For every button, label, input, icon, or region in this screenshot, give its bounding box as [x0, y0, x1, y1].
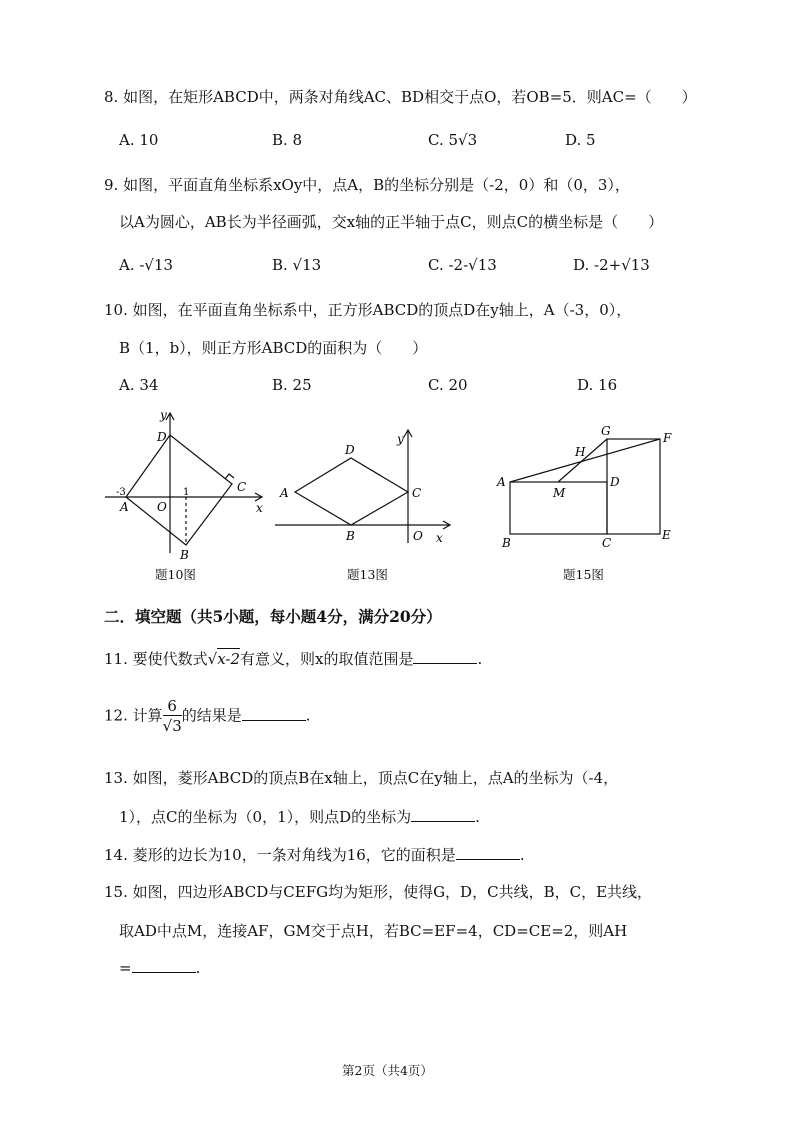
q12-end: .	[305, 706, 311, 725]
q9-line1: 9. 如图，平面直角坐标系xOy中，点A，B的坐标分别是（-2，0）和（0，3），	[104, 176, 630, 194]
q9-option-b: B. √13	[272, 256, 322, 274]
q11-prefix: 11. 要使代数式	[104, 650, 208, 668]
q14	[104, 844, 525, 865]
q11-end: .	[477, 650, 483, 668]
fig15-label-g: G	[601, 424, 611, 438]
fig15-label-a: A	[497, 475, 506, 489]
fig10-label-d: D	[157, 430, 167, 444]
fig10-square	[126, 435, 232, 545]
q12	[104, 697, 311, 736]
q15-answer-blank[interactable]	[132, 958, 196, 973]
fig13-label-d: D	[345, 443, 355, 457]
fig13-caption: 题13图	[347, 567, 388, 582]
q12-denominator-wrap: √3	[162, 717, 182, 735]
fig15-caption: 题15图	[563, 567, 604, 582]
q12-suffix: 的结果是	[181, 706, 242, 725]
fig10-label-a: A	[120, 500, 129, 514]
fig13-label-o: O	[413, 529, 423, 543]
fig10-label-x: x	[256, 501, 263, 515]
fig15-label-c: C	[602, 536, 612, 550]
fig15-label-h: H	[575, 445, 586, 459]
q8-option-a: A. 10	[119, 131, 159, 149]
q13-line2	[119, 806, 480, 827]
fig13-label-x: x	[436, 531, 443, 545]
q11-answer-blank[interactable]	[413, 649, 477, 664]
q10-line1: 10. 如图，在平面直角坐标系中，正方形ABCD的顶点D在y轴上，A（-3，0），	[104, 301, 632, 319]
q10-option-c: C. 20	[428, 376, 468, 394]
q13-line1: 13. 如图，菱形ABCD的顶点B在x轴上，顶点C在y轴上，点A的坐标为（-4，	[104, 769, 619, 787]
q15-line3	[119, 958, 200, 977]
fig15-label-b: B	[502, 536, 511, 550]
q11-radicand: x-2	[217, 650, 240, 668]
q15-line2: 取AD中点M，连接AF，GM交于点H，若BC=EF=4，CD=CE=2，则AH	[119, 922, 628, 940]
q8-option-c: C. 5√3	[428, 131, 478, 149]
q12-prefix: 12. 计算	[104, 706, 163, 725]
fig13-rhombus	[295, 458, 408, 525]
q10-option-d: D. 16	[577, 376, 618, 394]
q9-option-a: A. -√13	[119, 256, 174, 274]
fig10-label-c: C	[237, 480, 247, 494]
fig15-label-m: M	[553, 486, 566, 500]
q15-line1: 15. 如图，四边形ABCD与CEFG均为矩形，使得G，D，C共线，B，C，E共线，	[104, 883, 653, 901]
q13-line2-text: 1），点C的坐标为（0，1），则点D的坐标为	[119, 808, 412, 826]
fig10-label-y: y	[160, 408, 167, 422]
q12-fraction	[163, 697, 182, 736]
q12-numerator: 6	[163, 697, 182, 716]
fig10-label-one: 1	[183, 487, 190, 498]
fig10-label-o: O	[157, 500, 167, 514]
q8-option-b: B. 8	[272, 131, 303, 149]
fig13-label-y: y	[397, 432, 404, 446]
q8-text: 8. 如图，在矩形ABCD中，两条对角线AC、BD相交于点O，若OB=5．则AC=（ ）	[104, 88, 697, 106]
figure-10	[100, 405, 270, 565]
q10-option-a: A. 34	[119, 376, 159, 394]
q14-answer-blank[interactable]	[456, 845, 520, 860]
q11	[104, 648, 482, 669]
q11-sqrt: √x-2	[207, 650, 240, 668]
q13-end: .	[475, 808, 480, 826]
figure-13	[270, 425, 455, 550]
fig10-label-b: B	[180, 548, 189, 562]
fig15-label-f: F	[663, 431, 672, 445]
fig10-label-neg3: -3	[116, 487, 126, 498]
q14-text: 14. 菱形的边长为10，一条对角线为16，它的面积是	[104, 846, 456, 864]
fig15-label-d: D	[610, 475, 620, 489]
q10-option-b: B. 25	[272, 376, 312, 394]
q9-line2: 以A为圆心，AB长为半径画弧，交x轴的正半轴于点C，则点C的横坐标是（ ）	[119, 213, 664, 231]
section-2-heading: 二．填空题（共5小题，每小题4分，满分20分）	[104, 607, 442, 626]
fig13-label-b: B	[346, 529, 355, 543]
q12-answer-blank[interactable]	[242, 706, 306, 721]
q9-option-c: C. -2-√13	[428, 256, 497, 274]
q11-suffix: 有意义，则x的取值范围是	[240, 650, 414, 668]
q13-answer-blank[interactable]	[411, 807, 475, 822]
q10-line2: B（1，b），则正方形ABCD的面积为（ ）	[119, 339, 428, 357]
q15-equals: =	[119, 959, 132, 977]
page-footer: 第2页（共4页）	[342, 1063, 433, 1078]
q12-denominator: 3	[172, 717, 182, 735]
fig15-label-e: E	[662, 528, 671, 542]
fig13-label-c: C	[412, 486, 422, 500]
fig13-label-a: A	[280, 486, 289, 500]
fig10-caption: 题10图	[155, 567, 196, 582]
q8-option-d: D. 5	[565, 131, 596, 149]
q9-option-d: D. -2+√13	[573, 256, 650, 274]
q14-end: .	[519, 846, 525, 864]
figure-15	[490, 422, 690, 552]
q15-end: .	[195, 959, 201, 977]
